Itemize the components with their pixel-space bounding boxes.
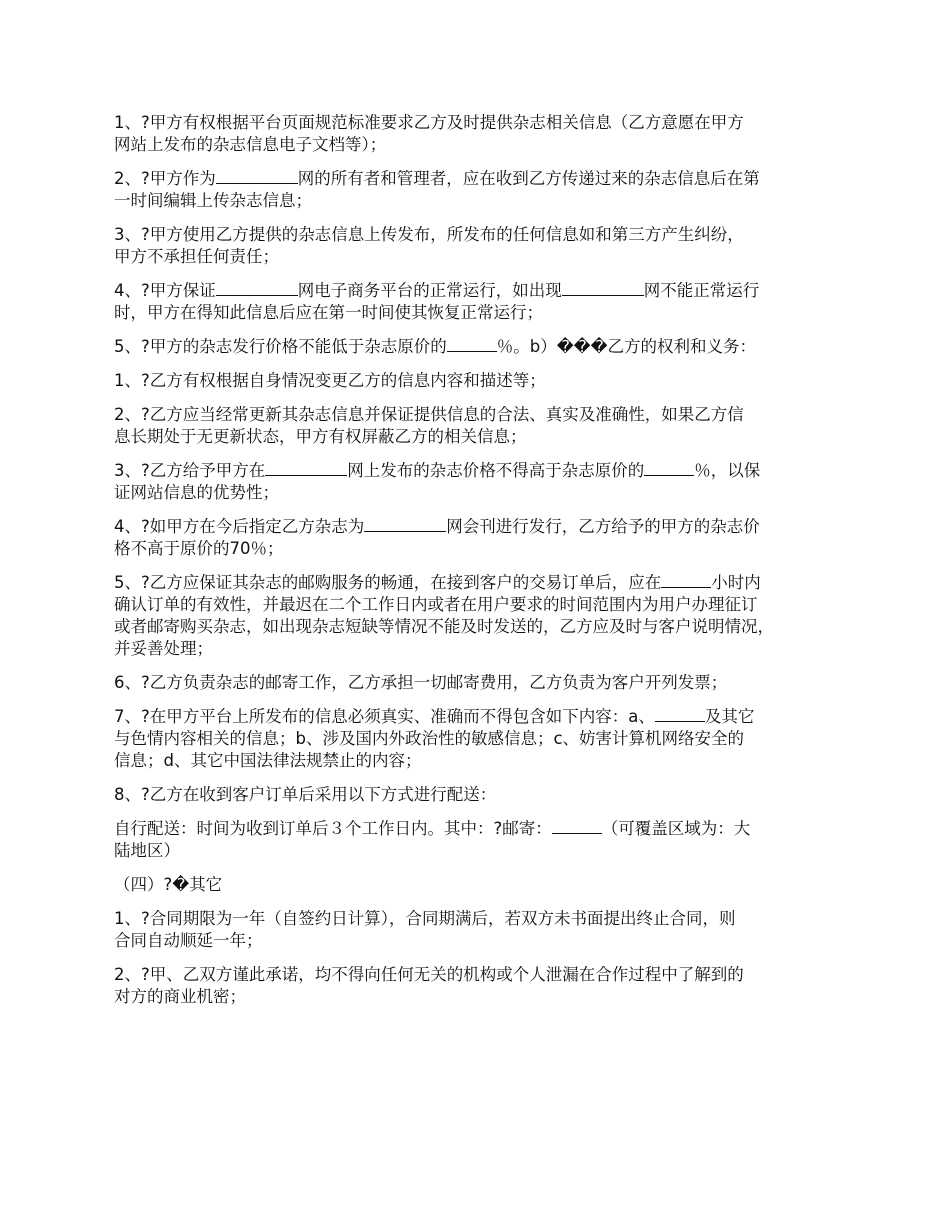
text-line: 1、?合同期限为一年（自签约日计算），合同期满后，若双方未书面提出终止合同，则 [114,909,736,928]
text-line: 对方的商业机密； [114,987,246,1006]
paragraph-b1 [114,370,854,392]
text-line: 陆地区） [114,841,180,860]
fill-blank [216,168,298,184]
text-line: 甲方不承担任何责任； [114,247,279,266]
fill-blank [552,818,602,834]
text-line: 网不能正常运行 [643,281,760,300]
paragraph-b5 [114,572,854,660]
paragraph-a2 [114,168,854,212]
fill-blank [364,516,446,532]
text-line: 一时间编辑上传杂志信息； [114,191,312,210]
text-line: （四）?�其它 [114,875,223,894]
text-line: 信息；d、其它中国法律法规禁止的内容； [114,751,422,770]
text-line: 6、?乙方负责杂志的邮寄工作，乙方承担一切邮寄费用，乙方负责为客户开列发票； [114,673,728,692]
text-line: 小时内 [711,573,761,592]
paragraph-b8 [114,784,854,806]
fill-blank [265,460,347,476]
text-line: 与色情内容相关的信息；b、涉及国内外政治性的敏感信息；c、妨害计算机网络安全的 [114,729,745,748]
text-line: 确认订单的有效性，并最迟在二个工作日内或者在用户要求的时间范围内为用户办理征订 [114,595,758,614]
paragraph-b6 [114,672,854,694]
text-line: 4、?如甲方在今后指定乙方杂志为 [114,517,365,536]
paragraph-a4 [114,280,854,324]
text-line: 网电子商务平台的正常运行，如出现 [297,281,562,300]
paragraph-c1 [114,908,854,952]
paragraph-a5 [114,336,854,358]
paragraph-b2 [114,404,854,448]
text-line: 网站上发布的杂志信息电子文档等）； [114,135,387,154]
fill-blank [644,460,694,476]
paragraph-c2 [114,964,854,1008]
fill-blank [447,336,497,352]
paragraph-b4 [114,516,854,560]
text-line: 2、?甲、乙双方谨此承诺，均不得向任何无关的机构或个人泄漏在合作过程中了解到的 [114,965,744,984]
text-line: 网上发布的杂志价格不得高于杂志原价的 [347,461,645,480]
text-line: 5、?乙方应保证其杂志的邮购服务的畅通，在接到客户的交易订单后，应在 [114,573,662,592]
fill-blank [661,572,711,588]
text-line: （可覆盖区域为：大 [601,819,751,838]
text-line: 息长期处于无更新状态，甲方有权屏蔽乙方的相关信息； [114,427,527,446]
paragraph-a1 [114,112,854,156]
text-line: 4、?甲方保证 [114,281,216,300]
text-line: ％，以保 [694,461,761,480]
text-line: 3、?乙方给予甲方在 [114,461,266,480]
text-line: 并妥善处理； [114,639,213,658]
text-line: 2、?甲方作为 [114,169,216,188]
paragraph-b7 [114,706,854,772]
section-heading-other [114,874,854,896]
text-line: 或者邮寄购买杂志，如出现杂志短缺等情况不能及时发送的，乙方应及时与客户说明情况， [114,617,774,636]
text-line: 7、?在甲方平台上所发布的信息必须真实、准确而不得包含如下内容：a、 [114,707,655,726]
text-line: 及其它 [704,707,755,726]
text-line: 证网站信息的优势性； [114,483,279,502]
text-line: 格不高于原价的70％； [114,539,284,558]
text-line: 网会刊进行发行，乙方给予的甲方的杂志价 [446,517,760,536]
paragraph-a3 [114,224,854,268]
fill-blank [562,280,644,296]
text-line: 3、?甲方使用乙方提供的杂志信息上传发布，所发布的任何信息如和第三方产生纠纷， [114,225,744,244]
document-page [114,112,854,1020]
text-line: 合同自动顺延一年； [114,931,263,950]
text-line: 5、?甲方的杂志发行价格不能低于杂志原价的 [114,337,447,356]
text-line: 1、?甲方有权根据平台页面规范标准要求乙方及时提供杂志相关信息（乙方意愿在甲方 [114,113,744,132]
text-line: ％。b）���乙方的权利和义务： [496,337,756,356]
fill-blank [655,706,705,722]
text-line: 时，甲方在得知此信息后应在第一时间使其恢复正常运行； [114,303,543,322]
fill-blank [216,280,298,296]
paragraph-delivery [114,818,854,862]
text-line: 1、?乙方有权根据自身情况变更乙方的信息内容和描述等； [114,371,546,390]
text-line: 自行配送：时间为收到订单后３个工作日内。其中：?邮寄： [114,819,552,838]
text-line: 2、?乙方应当经常更新其杂志信息并保证提供信息的合法、真实及准确性，如果乙方信 [114,405,744,424]
text-line: 网的所有者和管理者，应在收到乙方传递过来的杂志信息后在第 [297,169,760,188]
paragraph-b3 [114,460,854,504]
text-line: 8、?乙方在收到客户订单后采用以下方式进行配送： [114,785,497,804]
